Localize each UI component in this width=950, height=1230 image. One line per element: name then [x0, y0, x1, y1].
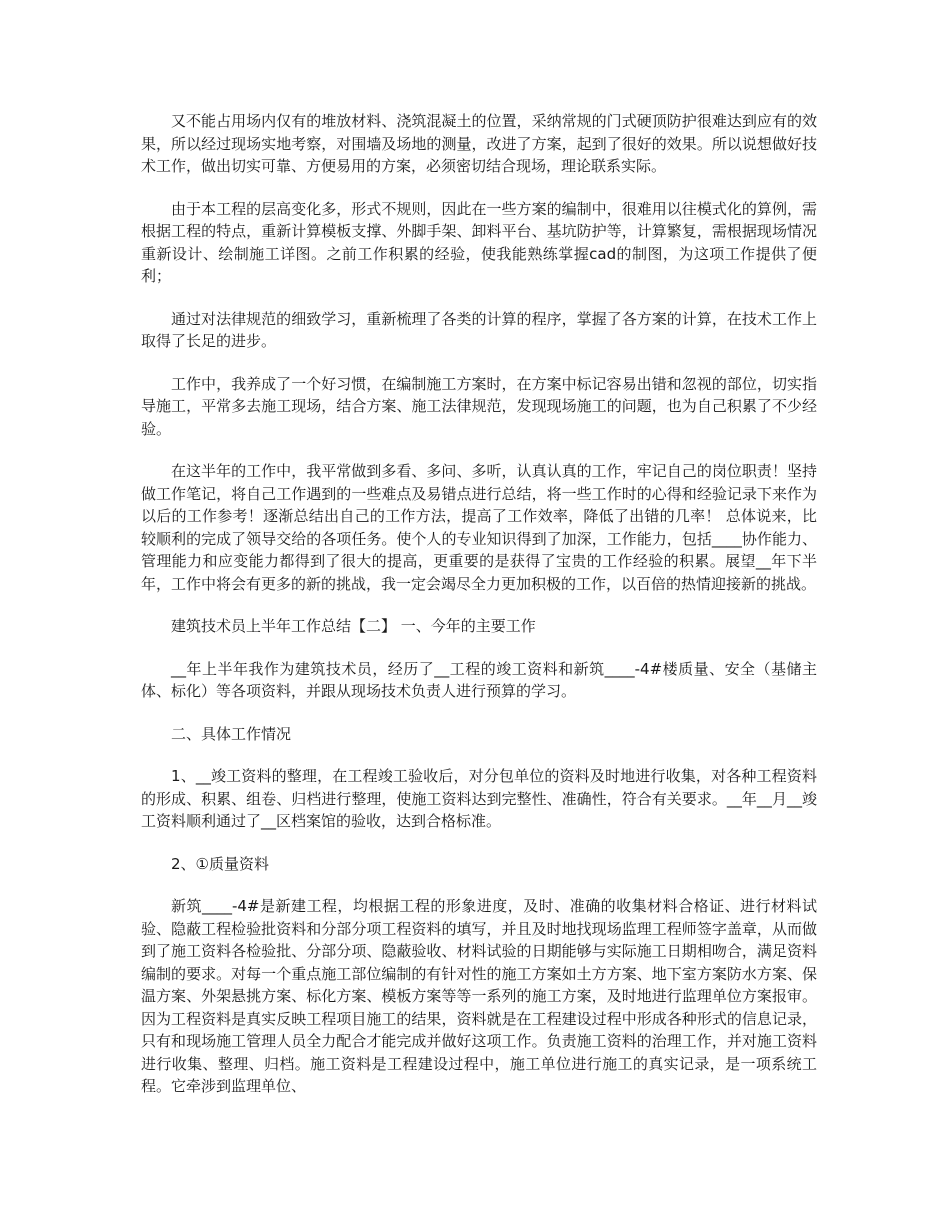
- paragraph-study: 通过对法律规范的细致学习，重新梳理了各类的计算的程序，掌握了各方案的计算，在技术工作上取得了长足的进步。: [141, 309, 817, 350]
- section-heading-work-details: 二、具体工作情况: [171, 724, 292, 743]
- paragraph-calculation: 由于本工程的层高变化多，形式不规则，因此在一些方案的编制中，很难用以往模式化的算例，需根据工程的特点，重新计算模板支撑、外脚手架、卸料平台、基坑防护等，计算繁复，需根据现场情况重新设计、绘制施工详图。之前工作积累的经验，使我能熟练掌握cad的制图，为这项工作提供了便利；: [141, 199, 817, 285]
- section-heading-part-two: 建筑技术员上半年工作总结【二】 一、今年的主要工作: [171, 617, 536, 635]
- document-page: [141, 110, 817, 1118]
- paragraph-completion-documents: 1、__竣工资料的整理，在工程竣工验收后，对分包单位的资料及时地进行收集，对各种工程资料的形成、积累、组卷、归档进行整理，使施工资料达到完整性、准确性，符合有关要求。__年__月__竣工资料顺利通过了__区档案馆的验收，达到合格标准。: [141, 767, 817, 830]
- paragraph-habit: 工作中，我养成了一个好习惯，在编制施工方案时，在方案中标记容易出错和忽视的部位，切实指导施工，平常多去施工现场，结合方案、施工法律规范，发现现场施工的问题，也为自己积累了不少经验。: [141, 374, 817, 438]
- subheading-quality-documents: 2、①质量资料: [171, 854, 269, 873]
- paragraph-main-work: __年上半年我作为建筑技术员，经历了__工程的竣工资料和新筑____-4#楼质量、安全（基储主体、标化）等各项资料，并跟从现场技术负责人进行预算的学习。: [141, 659, 817, 700]
- paragraph-quality-documents: 新筑____-4#是新建工程，均根据工程的形象进度，及时、准确的收集材料合格证、进行材料试验、隐蔽工程检验批资料和分部分项工程资料的填写，并且及时地找现场监理工程师签字盖章，从而做到了施工资料各检验批、分部分项、隐蔽验收、材料试验的日期能够与实际施工日期相吻合，满足资料编制的要求。对每一个重点施工部位编制的有针对性的施工方案如土方方案、地下室方案防水方案、保温方案、外架悬挑方案、标化方案、模板方案等等一系列的施工方案，及时地进行监理单位方案报审。因为工程资料是真实反映工程项目施工的结果，资料就是在工程建设过程中形成各种形式的信息记录，只有和现场施工管理人员全力配合才能完成并做好这项工作。负责施工资料的治理工作，并对施工资料进行收集、整理、归档。施工资料是工程建设过程中，施工单位进行施工的真实记录，是一项系统工程。它牵涉到监理单位、: [141, 897, 817, 1095]
- paragraph-intro-continuation: 又不能占用场内仅有的堆放材料、浇筑混凝土的位置，采纳常规的门式硬顶防护很难达到应有的效果，所以经过现场实地考察，对围墙及场地的测量，改进了方案，起到了很好的效果。所以说想做好技术工作，做出切实可靠、方便易用的方案，必须密切结合现场，理论联系实际。: [141, 112, 817, 175]
- paragraph-summary: 在这半年的工作中，我平常做到多看、多问、多听，认真认真的工作，牢记自己的岗位职责！坚持做工作笔记，将自己工作遇到的一些难点及易错点进行总结，将一些工作时的心得和经验记录下来作为以后的工作参考！逐渐总结出自己的工作方法，提高了工作效率，降低了出错的几率！ 总体说来，比较顺利的完成了领导交给的各项任务。使个人的专业知识得到了加深，工作能力，包括____协作能力、管理能力和应变能力都得到了很大的提高，更重要的是获得了宝贵的工作经验的积累。展望__年下半年，工作中将会有更多的新的挑战，我一定会竭尽全力更加积极的工作，以百倍的热情迎接新的挑战。: [141, 462, 817, 593]
